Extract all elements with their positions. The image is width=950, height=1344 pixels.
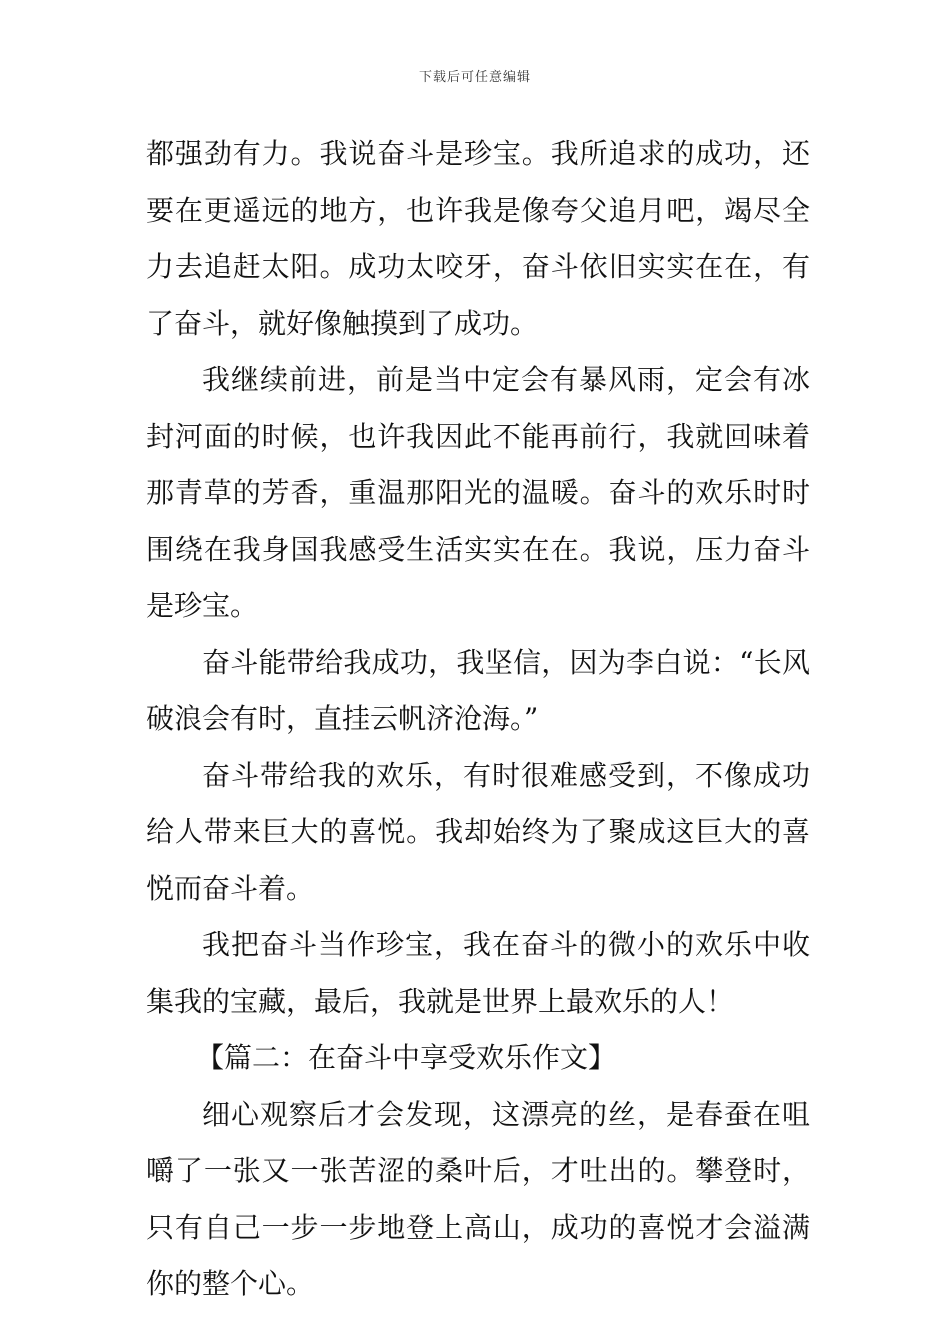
paragraph-3: 奋斗能带给我成功，我坚信，因为李白说：“长风破浪会有时，直挂云帆济沧海。” <box>146 645 810 735</box>
document-body <box>146 126 810 1313</box>
paragraph-1: 都强劲有力。我说奋斗是珍宝。我所追求的成功，还要在更遥远的地方，也许我是像夸父追月吧，竭尽全力去追赶太阳。成功太咬牙，奋斗依旧实实在在，有了奋斗，就好像触摸到了成功。 <box>146 137 810 340</box>
paragraph-5: 我把奋斗当作珍宝，我在奋斗的微小的欢乐中收集我的宝藏，最后，我就是世界上最欢乐的人！ <box>146 928 810 1018</box>
section-title: 【篇二：在奋斗中享受欢乐作文】 <box>196 1041 617 1074</box>
paragraph-4: 奋斗带给我的欢乐，有时很难感受到，不像成功给人带来巨大的喜悦。我却始终为了聚成这巨大的喜悦而奋斗着。 <box>146 758 810 905</box>
section-paragraph-1: 细心观察后才会发现，这漂亮的丝，是春蚕在咀嚼了一张又一张苦涩的桑叶后，才吐出的。攀登时，只有自己一步一步地登上高山，成功的喜悦才会溢满你的整个心。 <box>146 1097 810 1300</box>
paragraph-2: 我继续前进，前是当中定会有暴风雨，定会有冰封河面的时候，也许我因此不能再前行，我就回味着那青草的芳香，重温那阳光的温暖。奋斗的欢乐时时围绕在我身国我感受生活实实在在。我说，压力奋斗是珍宝。 <box>146 363 810 622</box>
page-header: 下载后可任意编辑 <box>418 70 531 85</box>
